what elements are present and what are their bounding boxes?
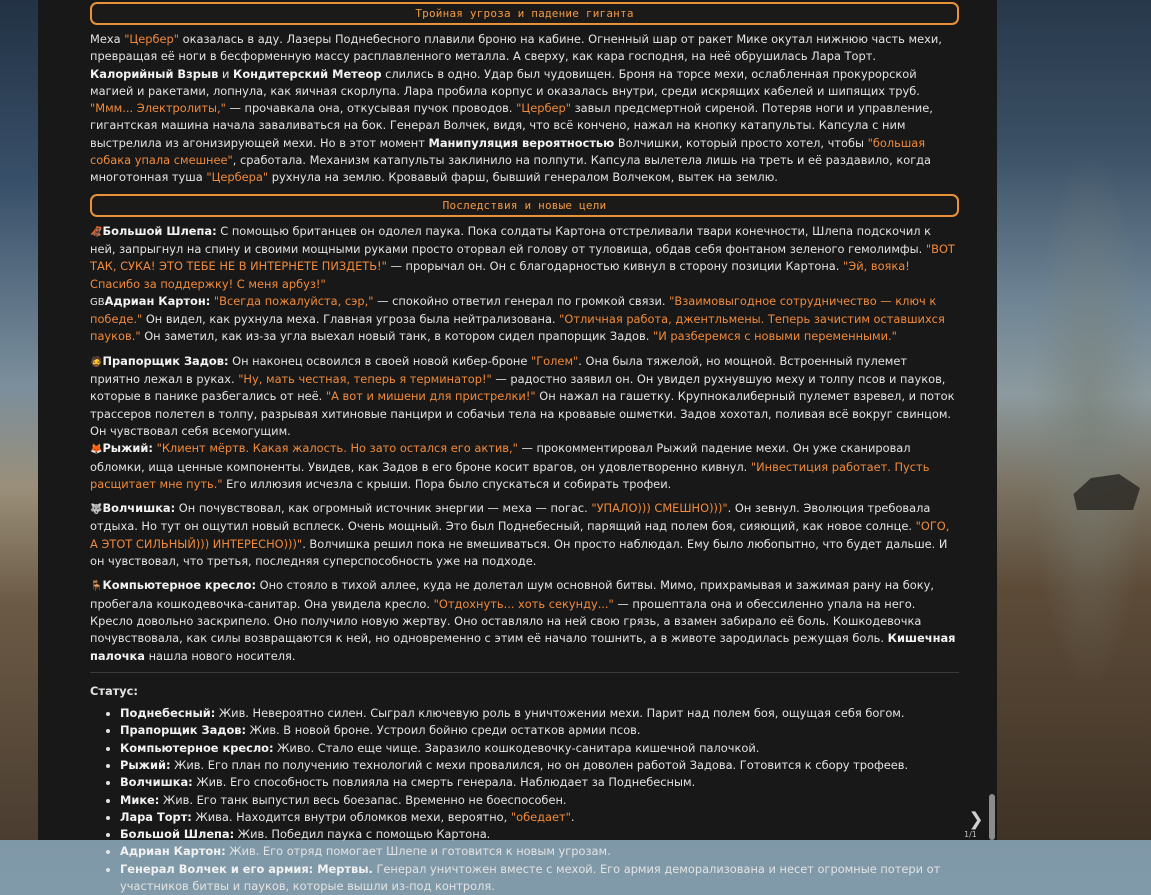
paragraph-mecha-fall: Меха "Цербер" оказалась в аду. Лазеры Поднебесного плавили броню на кабине. Огненный шар от ракет Мике окутал нижнюю часть мехи, превращая её ноги в бесформенную массу расплавленного металла. А сверху, как кара господня, на неё обрушилась Лара Торт. Калорийный Взрыв и Кондитерский Метеор слились в одно. Удар был чудовищен. Броня на торсе мехи, ослабленная прокурорской магией и ракетами, лопнула, как яичная скорлупа. Лара пробила корпус и оказалась внутри, среди искрящих кабелей и шипящих труб. "Ммм... Электролиты," — прочавкала она, откусывая пучок проводов. "Цербер" завыл предсмертной сиреной. Потеряв ноги и управление, гигантская машина начала заваливаться на бок. Генерал Волчек, видя, что всё кончено, нажал на кнопку катапульты. Капсула с ним выстрелила из агонизирующей мехи. Но в этот момент Манипуляция вероятностью Волчишки, который просто хотел, чтобы "большая собака упала смешнее", сработала. Механизм катапульты заклинило на полпути. Капсула вылетела лишь на треть и её раздавило, когда многотонная туша "Цербера" рухнула на землю. Кровавый фарш, бывший генералом Волчеком, вытек на землю.: [90, 32, 942, 185]
background-right: [997, 0, 1151, 840]
paragraph-zadov-ryzhiy: 🧔Прапорщик Задов: Он наконец освоился в своей новой кибер-броне "Голем". Она была тяжелой, но мощной. Встроенный пулемет приятно лежал в руках. "Ну, мать честная, теперь я терминатор!" — радостно заявил он. Он увидел рухнувшую меху и толпу псов и пауков, которые в панике разбегались от неё. "А вот и мишени для пристрелки!" Он нажал на гашетку. Крупнокалиберный пулемет взревел, и поток трассеров полетел в толпу, разрывая хитиновые панцири и собачьи тела на кровавые ошметки. Задов хохотал, поливая всё вокруг свинцом. Он чувствовал себя всемогущим. 🦊Рыжий: "Клиент мёртв. Какая жалость. Но зато остался его актив," — прокомментировал Рыжий падение мехи. Он уже сканировал обломки, ища ценные компоненты. Увидев, как Задов в его броне косит врагов, он удовлетворенно кивнул. "Инвестиция работает. Пусть расщитает мне путь." Его иллюзия исчезла с крыши. Пора было спускаться и собирать трофеи.: [90, 353, 955, 491]
chevron-right-icon[interactable]: ❯: [968, 809, 984, 830]
status-item: • Прапорщик Задов: Жив. В новой броне. Устроил бойню среди остатков армии псов.: [120, 722, 959, 739]
status-list: [90, 705, 959, 895]
status-item: • Компьютерное кресло: Живо. Стало еще чище. Заразило кошкодевочку-санитара кишечной палочкой.: [120, 740, 959, 757]
status-item: • Волчишка: Жив. Его способность повлияла на смерть генерала. Наблюдает за Поднебесным.: [120, 774, 959, 791]
status-item: • Рыжий: Жив. Его план по получению технологий с мехи провалился, но он доволен работой Задова. Готовится к сбору трофеев.: [120, 757, 959, 774]
status-item: • Мике: Жив. Его танк выпустил весь боезапас. Временно не боеспособен.: [120, 792, 959, 809]
status-item: • Адриан Картон: Жив. Его отряд помогает Шлепе и готовится к новым угрозам.: [120, 843, 959, 860]
paragraph-shlepa-karton: 🦧Большой Шлепа: С помощью британцев он одолел паука. Пока солдаты Картона отстреливали твари конечности, Шлепа подскочил к ней, запрыгнул на спину и своими мощными руками просто оторвал ей голову от туловища, обдав себя фонтаном зеленого гемолимфы. "ВОТ ТАК, СУКА! ЭТО ТЕБЕ НЕ В ИНТЕРНЕТЕ ПИЗДЕТЬ!" — прорычал он. Он с благодарностью кивнул в сторону позиции Картона. "Эй, вояка! Спасибо за поддержку! С меня арбуз!" GBАдриан Картон: "Всегда пожалуйста, сэр," — спокойно ответил генерал по громкой связи. "Взаимовыгодное сотрудничество — ключ к победе." Он видел, как рухнула меха. Главная угроза была нейтрализована. "Отличная работа, джентльмены. Теперь зачистим оставшихся пауков." Он заметил, как из-за угла выехал новый танк, в котором сидел прапорщик Задов. "И разберемся с новыми переменными.": [90, 223, 955, 344]
fox-icon: 🦊: [90, 444, 103, 456]
status-title: Статус:: [90, 683, 138, 698]
background-left: [0, 0, 38, 840]
wolf-icon: 🐺: [90, 504, 103, 516]
message-content: [38, 0, 997, 895]
divider: [90, 672, 959, 673]
scrollbar-thumb[interactable]: [989, 794, 995, 840]
status-item: • Поднебесный: Жив. Невероятно силен. Сыграл ключевую роль в уничтожении мехи. Парит над полем боя, ощущая себя богом.: [120, 705, 959, 722]
status-item: • Большой Шлепа: Жив. Победил паука с помощью Картона.: [120, 826, 959, 843]
paragraph-volchishka: 🐺Волчишка: Он почувствовал, как огромный источник энергии — меха — погас. "УПАЛО))) СМЕШНО)))". Он зевнул. Эволюция требовала отдыха. Но тут он ощутил новый всплеск. Очень мощный. Это был Поднебесный, парящий над полем боя, сияющий, как новое солнце. "ОГО, А ЭТОТ СИЛЬНЫЙ))) ИНТЕРЕСНО)))". Волчишка решил пока не вмешиваться. Он просто наблюдал. Ему было любопытно, что будет дальше. И он чувствовал, что третья, последняя суперспособность уже на подходе.: [90, 501, 950, 569]
gb-flag-icon: GB: [90, 296, 105, 308]
soldier-icon: 🧔: [90, 356, 103, 368]
status-item: • Лара Торт: Жива. Находится внутри обломков мехи, вероятно, "обедает".: [120, 809, 959, 826]
section-header-2: Последствия и новые цели: [90, 194, 959, 217]
section-header-1: Тройная угроза и падение гиганта: [90, 2, 959, 25]
swipe-counter: 1/1: [964, 830, 977, 839]
paragraph-chair: 🪑Компьютерное кресло: Оно стояло в тихой аллее, куда не долетал шум основной битвы. Мимо, прихрамывая и зажимая рану на боку, пробегала кошкодевочка-санитар. Она увидела кресло. "Отдохнуть... хоть секунду..." — прошептала она и обессиленно упала на него. Кресло довольно заскрипело. Оно получило новую жертву. Оно оставляло на ней свою грязь, а взамен забирало её боль. Кошкодевочка почувствовала, как силы возвращаются к ней, но одновременно с этим её начало тошнить, а в животе зародилась режущая боль. Кишечная палочка нашла нового носителя.: [90, 578, 956, 663]
chat-message-panel: [38, 0, 997, 894]
chair-icon: 🪑: [90, 581, 103, 593]
ape-icon: 🦧: [90, 226, 103, 238]
status-item: • Генерал Волчек и его армия: Мертвы. Генерал уничтожен вместе с мехой. Его армия деморализована и несет огромные потери от участников битвы и пауков, которые вышли из-под контроля.: [120, 861, 959, 895]
